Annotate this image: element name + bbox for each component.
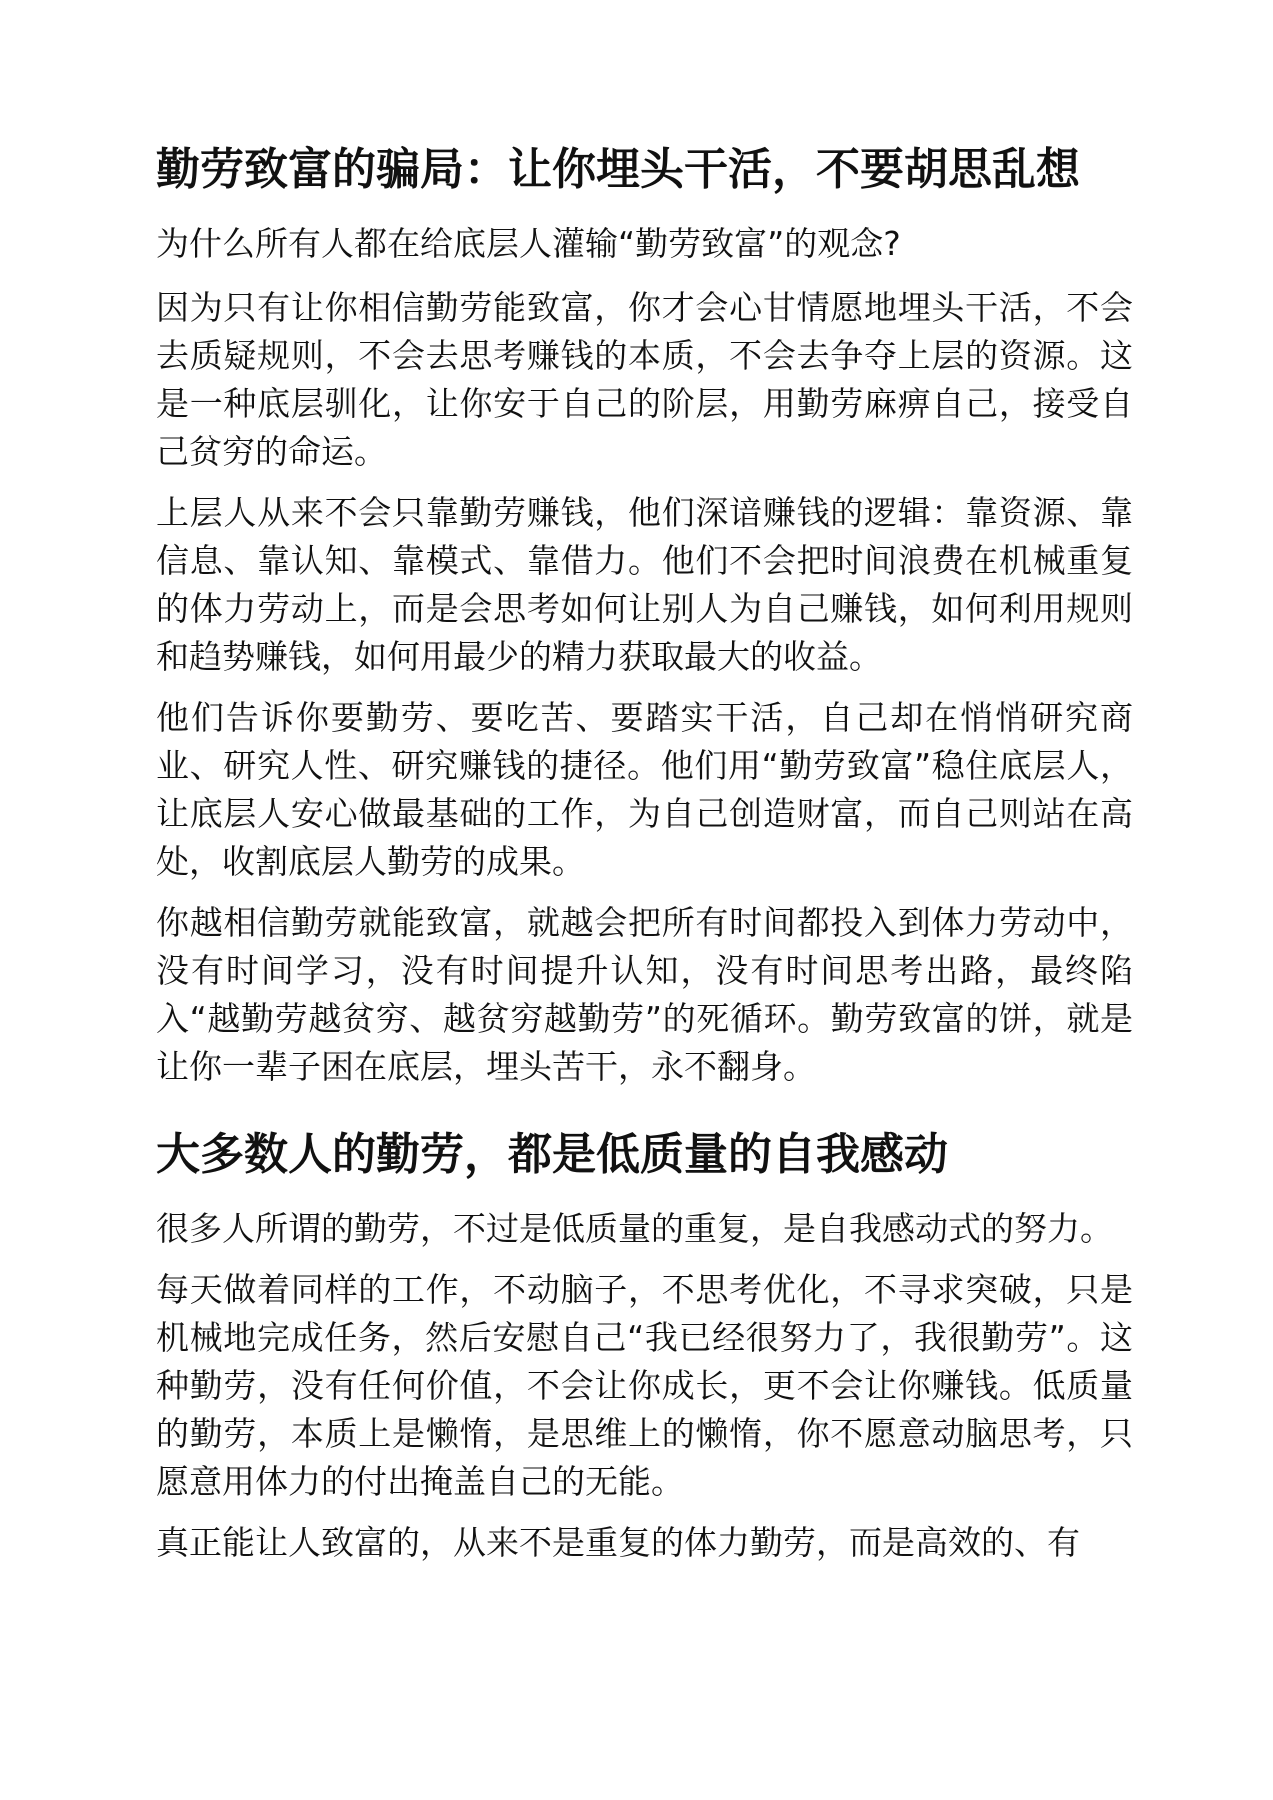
section-1-paragraph-5: 你越相信勤劳就能致富，就越会把所有时间都投入到体力劳动中，没有时间学习，没有时间提升认知，没有时间思考出路，最终陷入“越勤劳越贫穷、越贫穷越勤劳”的死循环。勤劳致富的饼，就是让你一辈子困在底层，埋头苦干，永不翻身。 — [156, 903, 1133, 1086]
section-2-paragraph-1: 很多人所谓的勤劳，不过是低质量的重复，是自我感动式的努力。 — [156, 1209, 1113, 1248]
section-2-paragraph-3: 真正能让人致富的，从来不是重复的体力勤劳，而是高效的、有 — [156, 1523, 1080, 1562]
section-1-paragraph-2: 因为只有让你相信勤劳能致富，你才会心甘情愿地埋头干活，不会去质疑规则，不会去思考赚钱的本质，不会去争夺上层的资源。这是一种底层驯化，让你安于自己的阶层，用勤劳麻痹自己，接受自己贫穷的命运。 — [156, 288, 1133, 471]
section-2-paragraph-2: 每天做着同样的工作，不动脑子，不思考优化，不寻求突破，只是机械地完成任务，然后安慰自己“我已经很努力了，我很勤劳”。这种勤劳，没有任何价值，不会让你成长，更不会让你赚钱。低质量的勤劳，本质上是懒惰，是思维上的懒惰，你不愿意动脑思考，只愿意用体力的付出掩盖自己的无能。 — [156, 1270, 1133, 1501]
section-1-heading: 勤劳致富的骗局：让你埋头干活，不要胡思乱想 — [156, 144, 1080, 195]
section-1-paragraph-4: 他们告诉你要勤劳、要吃苦、要踏实干活，自己却在悄悄研究商业、研究人性、研究赚钱的捷径。他们用“勤劳致富”稳住底层人，让底层人安心做最基础的工作，为自己创造财富，而自己则站在高处，收割底层人勤劳的成果。 — [156, 698, 1133, 881]
section-2-heading: 大多数人的勤劳，都是低质量的自我感动 — [156, 1129, 948, 1180]
section-1-paragraph-1: 为什么所有人都在给底层人灌输“勤劳致富”的观念? — [156, 224, 901, 263]
section-1-paragraph-3: 上层人从来不会只靠勤劳赚钱，他们深谙赚钱的逻辑：靠资源、靠信息、靠认知、靠模式、靠借力。他们不会把时间浪费在机械重复的体力劳动上，而是会思考如何让别人为自己赚钱，如何利用规则和趋势赚钱，如何用最少的精力获取最大的收益。 — [156, 493, 1133, 676]
